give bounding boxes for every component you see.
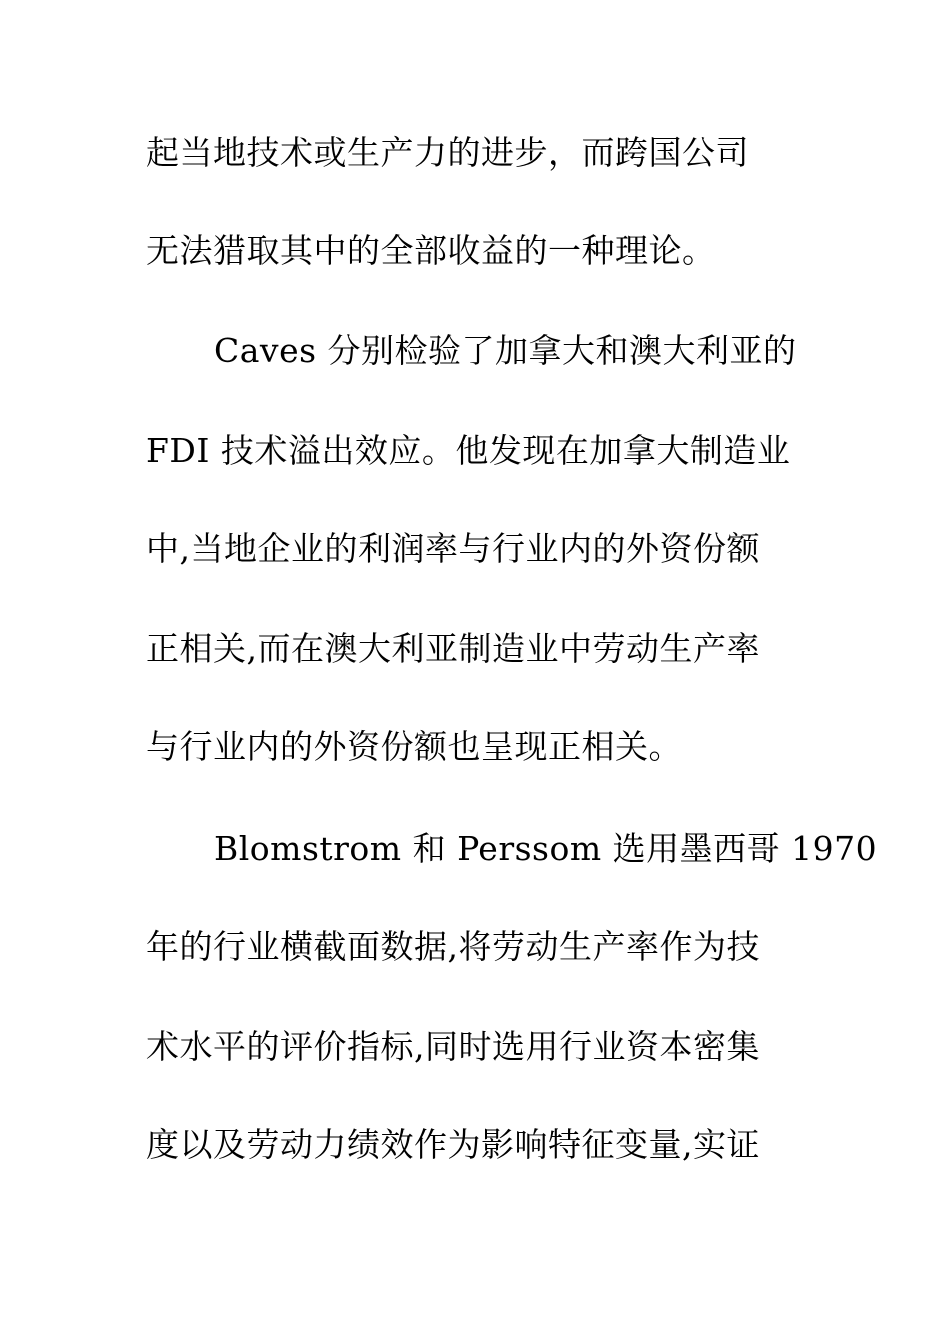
text-line: 年的行业横截面数据,将劳动生产率作为技 [146,927,760,966]
text-line: 正相关,而在澳大利亚制造业中劳动生产率 [146,629,760,668]
text-line: FDI 技术溢出效应。他发现在加拿大制造业 [146,431,791,470]
text-line: 术水平的评价指标,同时选用行业资本密集 [146,1027,760,1066]
paragraph-start-line: Caves 分别检验了加拿大和澳大利亚的 [214,331,797,370]
text-line: 中,当地企业的利润率与行业内的外资份额 [146,529,760,568]
paragraph-start-line: Blomstrom 和 Perssom 选用墨西哥 1970 [214,829,878,868]
text-line: 无法猎取其中的全部收益的一种理论。 [146,231,716,270]
text-line: 起当地技术或生产力的进步，而跨国公司 [146,133,749,172]
text-line: 与行业内的外资份额也呈现正相关。 [146,727,682,766]
text-line: 度以及劳动力绩效作为影响特征变量,实证 [146,1125,760,1164]
